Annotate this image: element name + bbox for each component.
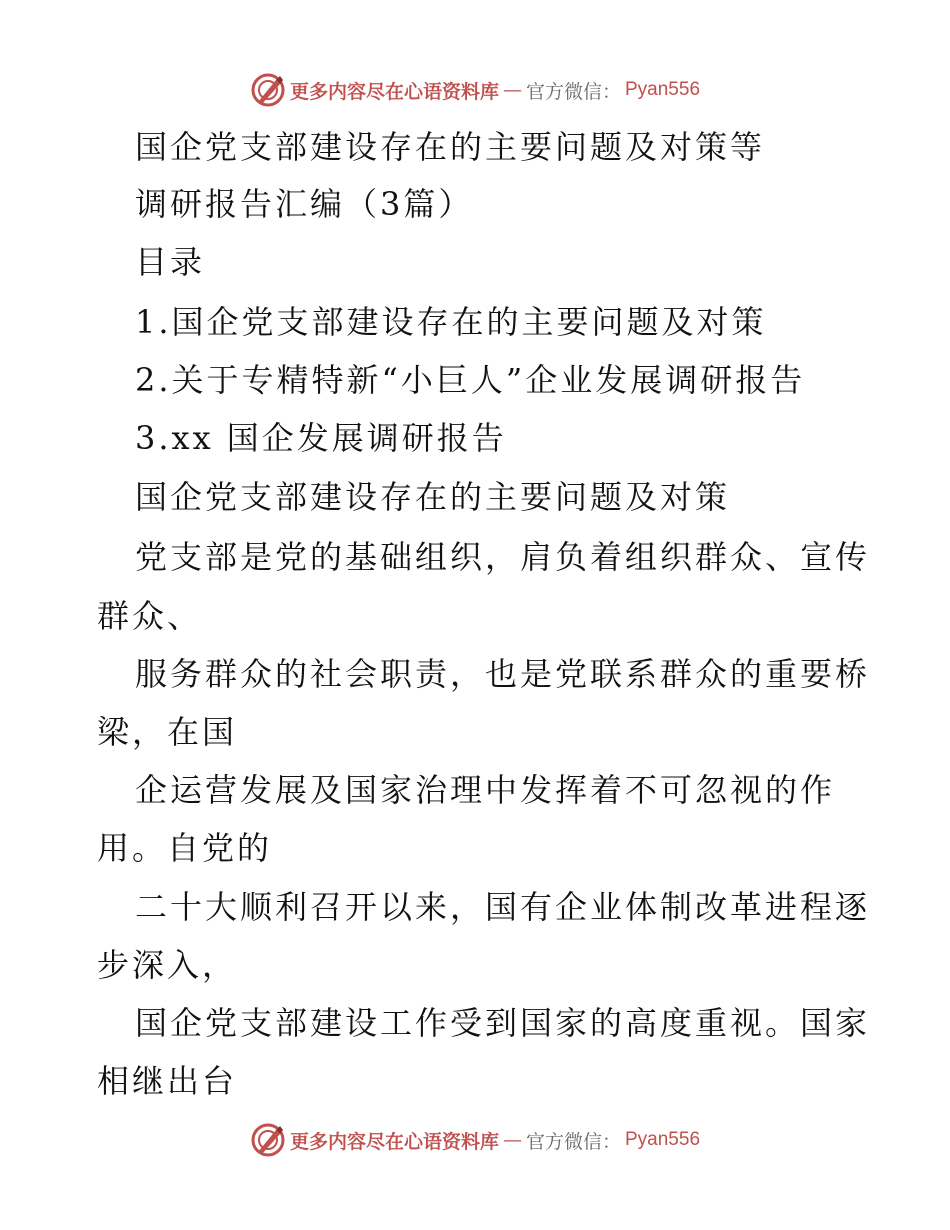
body-line: 服务群众的社会职责，也是党联系群众的重要桥: [135, 655, 871, 693]
banner-dash: —: [502, 1129, 522, 1151]
body-line: 相继出台: [97, 1062, 238, 1100]
toc-item: 2.关于专精特新“小巨人”企业发展调研报告: [135, 361, 806, 399]
body-line: 企运营发展及国家治理中发挥着不可忽视的作: [135, 771, 836, 809]
body-line: 国企党支部建设工作受到国家的高度重视。国家: [135, 1004, 871, 1042]
banner-wechat-id: Pyan556: [625, 1129, 701, 1150]
toc-heading: 目录: [135, 243, 206, 281]
document-title-line-1: 国企党支部建设存在的主要问题及对策等: [135, 128, 766, 166]
toc-item: 3.xx 国企发展调研报告: [135, 419, 507, 457]
body-line: 用。自党的: [97, 829, 273, 867]
body-line: 二十大顺利召开以来，国有企业体制改革进程逐: [135, 888, 871, 926]
section-title: 国企党支部建设存在的主要问题及对策: [135, 478, 731, 516]
document-title-line-2: 调研报告汇编（3篇）: [135, 185, 474, 223]
header-watermark-banner: [0, 70, 950, 110]
banner-brand-text: 更多内容尽在心语资料库: [289, 1130, 499, 1153]
banner-brand-text: 更多内容尽在心语资料库: [289, 80, 499, 103]
footer-watermark-banner: [0, 1120, 950, 1160]
body-line: 步深入，: [97, 946, 238, 984]
pen-logo-icon: [250, 1122, 286, 1158]
banner-dash: —: [502, 79, 522, 101]
banner-wechat-id: Pyan556: [625, 79, 701, 100]
body-line: 党支部是党的基础组织，肩负着组织群众、宣传: [135, 538, 871, 576]
body-line: 梁，在国: [97, 713, 238, 751]
pen-logo-icon: [250, 72, 286, 108]
toc-item: 1.国企党支部建设存在的主要问题及对策: [135, 303, 767, 341]
body-line: 群众、: [97, 597, 203, 635]
banner-official-label: 官方微信：: [525, 80, 621, 103]
banner-official-label: 官方微信：: [525, 1130, 621, 1153]
